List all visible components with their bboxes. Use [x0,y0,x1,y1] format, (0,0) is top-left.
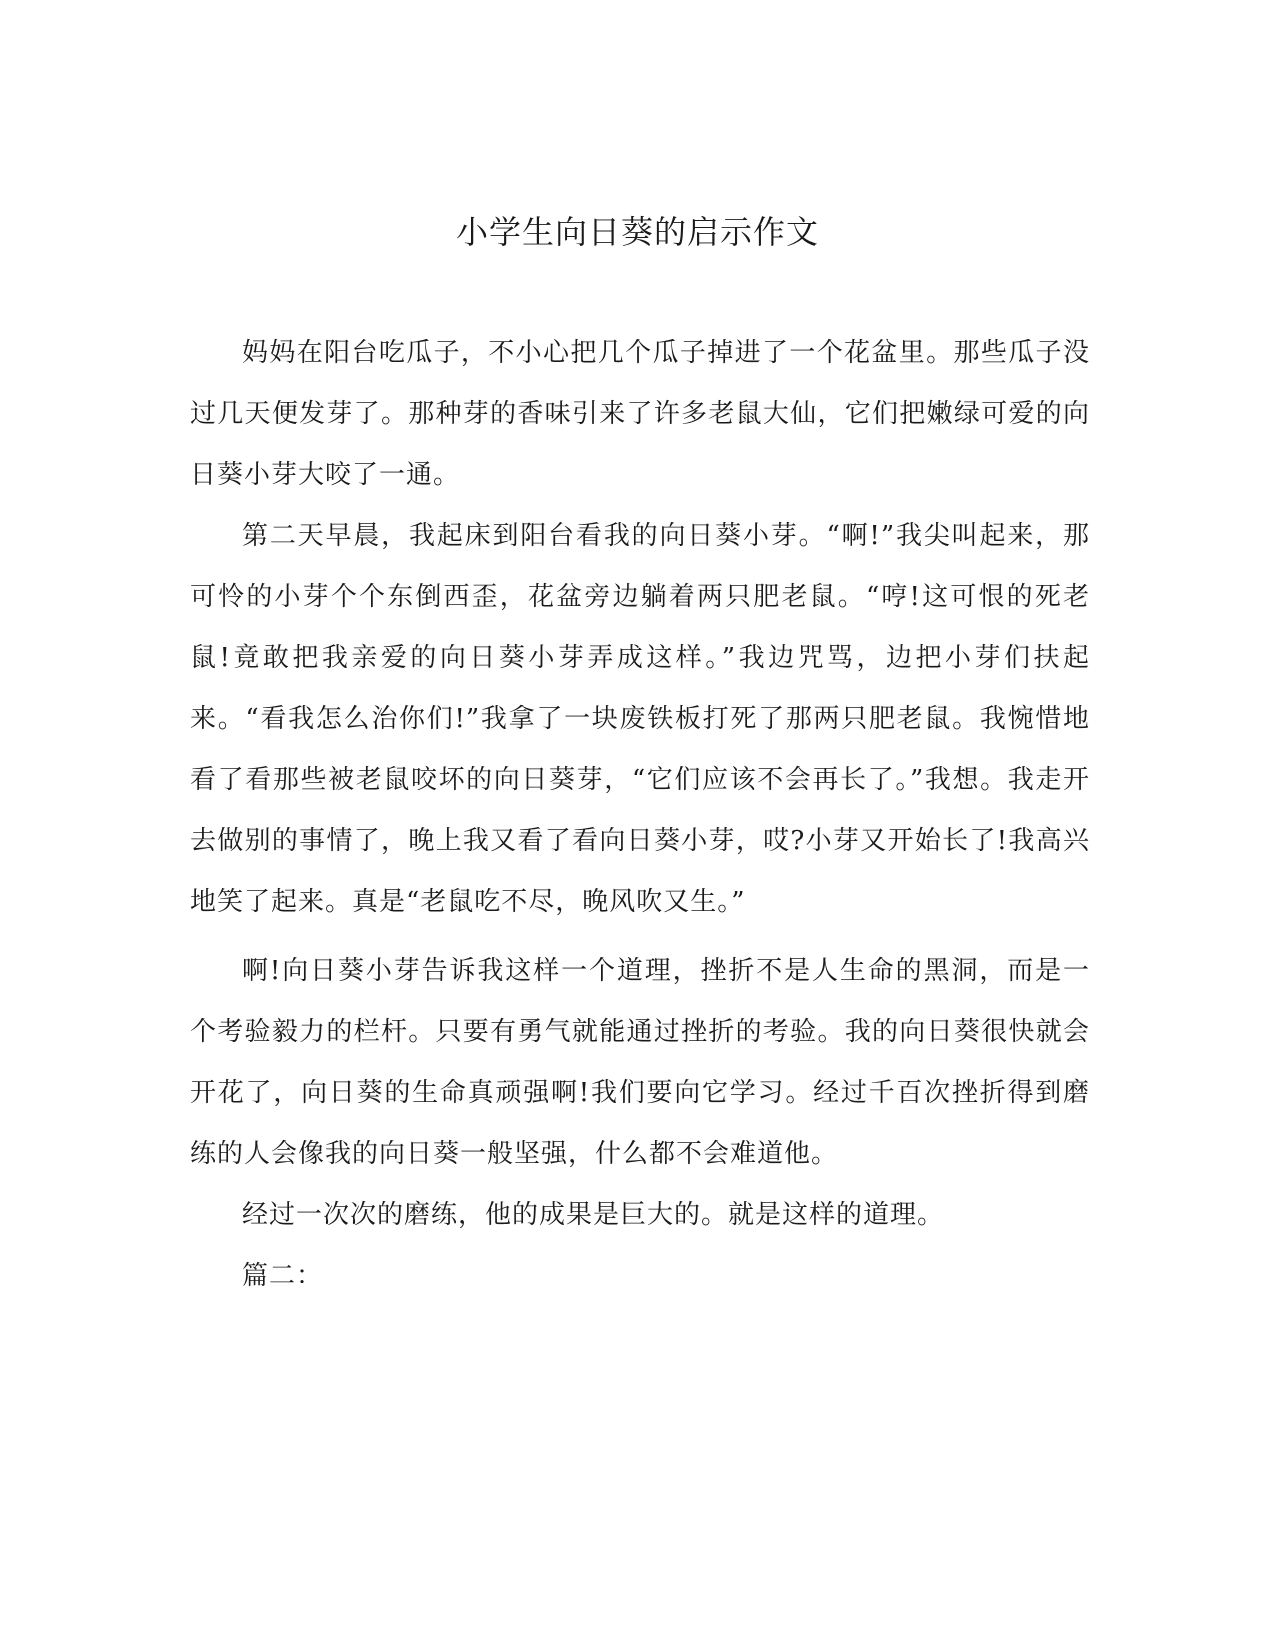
paragraph-4: 经过一次次的磨练，他的成果是巨大的。就是这样的道理。 [242,1200,945,1230]
paragraph-1: 妈妈在阳台吃瓜子，不小心把几个瓜子掉进了一个花盆里。那些瓜子没过几天便发芽了。那种芽的香味引来了许多老鼠大仙，它们把嫩绿可爱的向日葵小芽大咬了一通。 [190,338,1090,490]
paragraph-3: 啊!向日葵小芽告诉我这样一个道理，挫折不是人生命的黑洞，而是一个考验毅力的栏杆。只要有勇气就能通过挫折的考验。我的向日葵很快就会开花了，向日葵的生命真顽强啊!我们要向它学习。经过千百次挫折得到磨练的人会像我的向日葵一般坚强，什么都不会难道他。 [190,956,1090,1169]
paragraph-5-section-heading: 篇二： [242,1261,324,1291]
paragraph-2: 第二天早晨，我起床到阳台看我的向日葵小芽。“啊!”我尖叫起来，那可怜的小芽个个东倒西歪，花盆旁边躺着两只肥老鼠。“哼!这可恨的死老鼠!竟敢把我亲爱的向日葵小芽弄成这样。”我边咒骂，边把小芽们扶起来。“看我怎么治你们!”我拿了一块废铁板打死了那两只肥老鼠。我惋惜地看了看那些被老鼠咬坏的向日葵芽，“它们应该不会再长了。”我想。我走开去做别的事情了，晚上我又看了看向日葵小芽，哎?小芽又开始长了!我高兴地笑了起来。真是“老鼠吃不尽，晚风吹又生。” [190,521,1090,917]
document-body [190,323,1090,1307]
document-title: 小学生向日葵的启示作文 [455,213,819,251]
